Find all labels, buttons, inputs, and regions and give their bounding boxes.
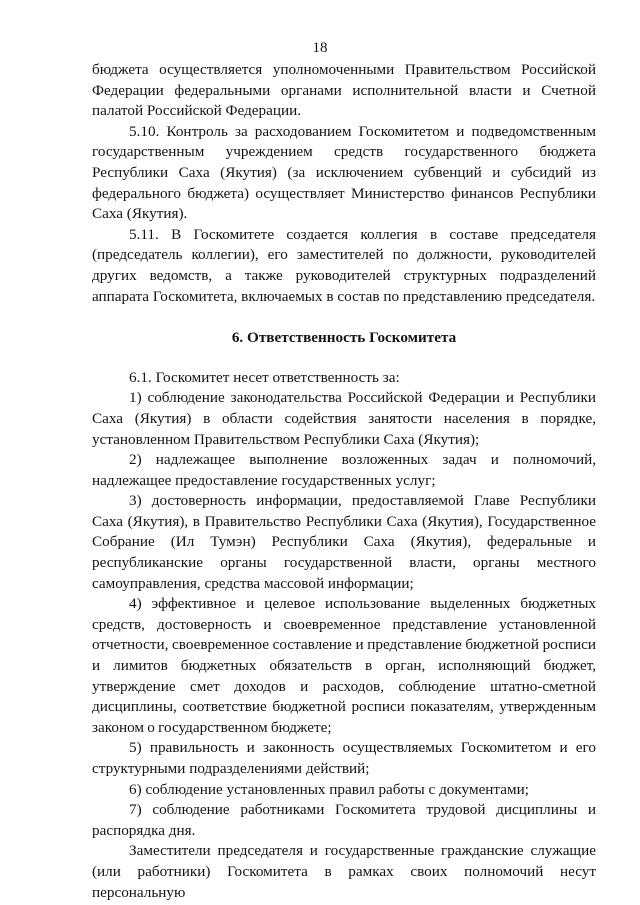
paragraph-5-11: 5.11. В Госкомитете создается коллегия в составе председателя (председатель коллегии), его заместителей по должности, руководителей других ведомств, а также руководителей структурных подразделений аппарата Госкомитета, включаемых в состав по представлению председателя.	[92, 225, 596, 305]
section-heading: 6. Ответственность Госкомитета	[231, 329, 457, 347]
paragraph-5-10: 5.10. Контроль за расходованием Госкомитетом и подведомственным государственным учреждением средств государственного бюджета Республики Саха (Якутия) (за исключением субвенций и субсидий из федерального бюджета) осуществляет Министерство финансов Республики Саха (Якутия).	[92, 122, 596, 223]
list-item-7: 7) соблюдение работниками Госкомитета трудовой дисциплины и распорядка дня.	[92, 801, 596, 839]
list-item-6: 6) соблюдение установленных правил работы с документами;	[129, 780, 529, 798]
list-item-3: 3) достоверность информации, предоставляемой Главе Республики Саха (Якутия), в Правительство Республики Саха (Якутия), Государственное Собрание (Ил Тумэн) Республики Саха (Якутия), федеральные и республиканские органы государственной власти, органы местного самоуправления, средства массовой информации;	[92, 492, 596, 592]
paragraph-continuation: бюджета осуществляется уполномоченными Правительством Российской Федерации федеральными органами исполнительной власти и Счетной палатой Российской Федерации.	[92, 61, 596, 120]
list-item-2: 2) надлежащее выполнение возложенных задач и полномочий, надлежащее предоставление государственных услуг;	[92, 451, 596, 489]
paragraph-responsibility: Заместители председателя и государственные гражданские служащие (или работники) Госкомитета в рамках своих полномочий несут персональную	[92, 842, 596, 901]
list-item-5: 5) правильность и законность осуществляемых Госкомитетом и его структурными подразделениями действий;	[92, 739, 596, 777]
list-item-1: 1) соблюдение законодательства Российской Федерации и Республики Саха (Якутия) в области содействия занятости населения в порядке, установленном Правительством Республики Саха (Якутия);	[92, 389, 596, 448]
paragraph-6-1: 6.1. Госкомитет несет ответственность за:	[129, 368, 400, 386]
document-body	[92, 60, 596, 903]
page-number: 18	[312, 40, 328, 56]
list-item-4: 4) эффективное и целевое использование выделенных бюджетных средств, достоверность и своевременное представление установленной отчетности, своевременное составление и представление бюджетной росписи и лимитов бюджетных обязательств в орган, исполняющий бюджет, утверждение смет доходов и расходов, соблюдение штатно-сметной дисциплины, соответствие бюджетной росписи показателям, утвержденным законом о государственном бюджете;	[92, 595, 596, 736]
